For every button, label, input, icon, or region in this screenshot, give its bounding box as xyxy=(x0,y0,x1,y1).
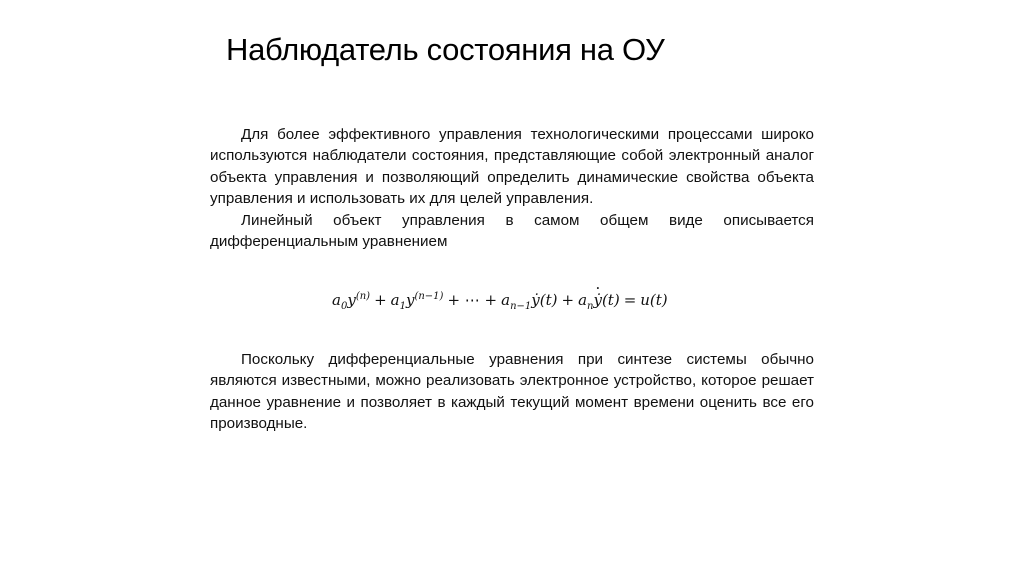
text-block-intro xyxy=(210,124,814,252)
slide-title: Наблюдатель состояния на ОУ xyxy=(226,32,665,67)
text-block-conclusion xyxy=(210,349,814,435)
plus-sign: + xyxy=(374,291,387,309)
term-a0: $a_0y^{(n)}$ xyxy=(332,291,371,312)
plus-sign: + xyxy=(561,291,575,309)
equals-sign: = xyxy=(623,291,637,309)
paragraph-observers: Для более эффективного управления технологическими процессами широко используются наблюдатели состояния, представляющие собой электронный аналог объекта управления и позволяющий определить динамические свойства объекта управления и использовать их для целей управления. xyxy=(210,126,814,208)
paragraph-linear-object: Линейный объект управления в самом общем виде описывается дифференциальным уравнением xyxy=(210,211,814,251)
differential-equation xyxy=(332,291,668,312)
term-a1: $a_1y^{(n-1)}$ xyxy=(390,291,444,312)
term-an: $a_n\cdot$ ẏ(t) xyxy=(578,291,620,309)
ellipsis-sum: + ⋯ + xyxy=(447,291,498,309)
term-an-1: $a_{n-1}ẏ(t)$ xyxy=(501,291,558,312)
paragraph-synthesis: Поскольку дифференциальные уравнения при синтезе системы обычно являются известными, можно реализовать электронное устройство, которое решает данное уравнение и позволяет в каждый текущий момент времени оценить все его производные. xyxy=(210,351,814,433)
rhs-term: u(t) xyxy=(640,291,668,309)
